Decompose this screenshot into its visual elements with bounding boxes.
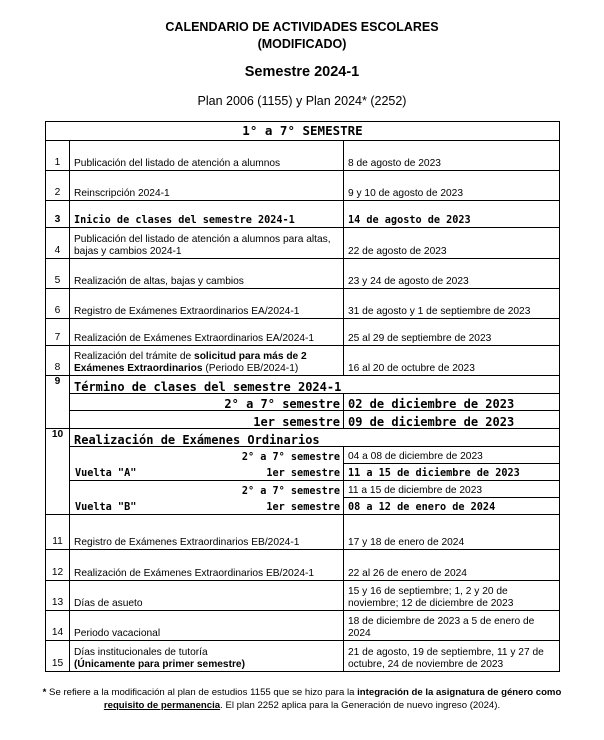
footnote-underlined: requisito de permanencia <box>103 700 221 711</box>
semester-label: 2° a 7° semestre <box>70 481 344 498</box>
table-row <box>46 319 560 346</box>
activity-cell: Registro de Exámenes Extraordinarios EA/2024-1 <box>70 289 344 319</box>
title-line-2: (MODIFICADO) <box>257 37 347 51</box>
activity-cell <box>70 346 344 376</box>
table-row <box>46 515 560 550</box>
date-cell: 31 de agosto y 1 de septiembre de 2023 <box>344 289 560 319</box>
table-row <box>46 581 560 611</box>
activity-cell: Reinscripción 2024-1 <box>70 171 344 201</box>
row-number: 1 <box>46 141 70 171</box>
semester-label: 1er semestre <box>70 411 344 429</box>
table-row <box>46 259 560 289</box>
activity-cell: Periodo vacacional <box>70 611 344 641</box>
date-cell: 04 a 08 de diciembre de 2023 <box>344 447 560 464</box>
table-row <box>46 289 560 319</box>
date-cell: 21 de agosto, 19 de septiembre, 11 y 27 de octubre, 24 de noviembre de 2023 <box>344 641 560 672</box>
table-row <box>46 171 560 201</box>
footnote-text: Se refiere a la modificación al plan de estudios 1155 que se hizo para la <box>46 687 358 698</box>
table-row <box>46 498 560 515</box>
row-number: 8 <box>46 346 70 376</box>
row-number: 2 <box>46 171 70 201</box>
row-number: 14 <box>46 611 70 641</box>
activity-emphasis: solicitud para más de 2 Exámenes Extraordinarios <box>74 351 307 374</box>
date-cell: 23 y 24 de agosto de 2023 <box>344 259 560 289</box>
row-number: 11 <box>46 515 70 550</box>
footnote-star: * <box>42 687 47 698</box>
footnote <box>30 686 574 712</box>
title-line-1: CALENDARIO DE ACTIVIDADES ESCOLARES <box>165 20 439 34</box>
date-cell: 08 a 12 de enero de 2024 <box>344 498 560 515</box>
row-number: 5 <box>46 259 70 289</box>
table-row <box>46 429 560 447</box>
table-row <box>46 411 560 429</box>
date-cell: 16 al 20 de octubre de 2023 <box>344 346 560 376</box>
table-row <box>46 201 560 228</box>
activity-text: (Periodo EB/2024-1) <box>202 363 299 374</box>
activity-cell: Inicio de clases del semestre 2024-1 <box>70 201 344 228</box>
activity-cell: Realización de Exámenes Extraordinarios EB/2024-1 <box>70 550 344 581</box>
table-row <box>46 611 560 641</box>
row-number: 12 <box>46 550 70 581</box>
vuelta-b-cell <box>70 498 344 515</box>
date-cell: 17 y 18 de enero de 2024 <box>344 515 560 550</box>
table-row <box>46 141 560 171</box>
date-cell: 11 a 15 de diciembre de 2023 <box>344 464 560 481</box>
row-number: 4 <box>46 228 70 259</box>
date-cell: 25 al 29 de septiembre de 2023 <box>344 319 560 346</box>
activity-cell: Realización de Exámenes Extraordinarios EA/2024-1 <box>70 319 344 346</box>
table-row <box>46 550 560 581</box>
table-row <box>46 481 560 498</box>
activity-cell: Realización de Exámenes Ordinarios <box>70 429 560 447</box>
vuelta-label: Vuelta "A" <box>75 468 137 479</box>
vuelta-a-cell <box>70 464 344 481</box>
document-title <box>0 19 604 53</box>
semester-label: 1er semestre <box>266 468 340 479</box>
date-cell: 18 de diciembre de 2023 a 5 de enero de 2024 <box>344 611 560 641</box>
table-row <box>46 464 560 481</box>
activity-cell: Días de asueto <box>70 581 344 611</box>
row-number: 3 <box>46 201 70 228</box>
semester-title: Semestre 2024-1 <box>244 64 360 80</box>
date-cell: 02 de diciembre de 2023 <box>344 394 560 411</box>
table-row <box>46 394 560 411</box>
table-row <box>46 447 560 464</box>
vuelta-label: Vuelta "B" <box>75 502 137 513</box>
date-cell: 15 y 16 de septiembre; 1, 2 y 20 de noviembre; 12 de diciembre de 2023 <box>344 581 560 611</box>
date-cell: 14 de agosto de 2023 <box>344 201 560 228</box>
row-number: 13 <box>46 581 70 611</box>
footnote-emphasis: integración de la asignatura de género como <box>357 687 562 698</box>
activity-cell: Realización de altas, bajas y cambios <box>70 259 344 289</box>
activity-cell <box>70 641 344 672</box>
row-number: 9 <box>46 376 70 429</box>
activity-text: Días institucionales de tutoría <box>74 647 208 658</box>
activities-table <box>45 121 560 672</box>
semester-label: 2° a 7° semestre <box>70 394 344 411</box>
activity-text: Realización del trámite de <box>74 351 195 362</box>
table-title-row <box>46 122 560 141</box>
date-cell: 8 de agosto de 2023 <box>344 141 560 171</box>
date-cell: 11 a 15 de diciembre de 2023 <box>344 481 560 498</box>
date-cell: 09 de diciembre de 2023 <box>344 411 560 429</box>
activity-cell: Registro de Exámenes Extraordinarios EB/2024-1 <box>70 515 344 550</box>
row-number: 6 <box>46 289 70 319</box>
table-row <box>46 641 560 672</box>
table-row <box>46 346 560 376</box>
footnote-text-end: . El plan 2252 aplica para la Generación de nuevo ingreso (2024). <box>220 700 501 711</box>
activity-cell: Publicación del listado de atención a alumnos para altas, bajas y cambios 2024-1 <box>70 228 344 259</box>
plans-subtitle: Plan 2006 (1155) y Plan 2024* (2252) <box>197 94 407 108</box>
table-row <box>46 376 560 394</box>
date-cell: 22 de agosto de 2023 <box>344 228 560 259</box>
semester-label: 1er semestre <box>266 502 340 513</box>
row-number: 10 <box>46 429 70 515</box>
activity-emphasis: (Únicamente para primer semestre) <box>74 659 245 670</box>
date-cell: 9 y 10 de agosto de 2023 <box>344 171 560 201</box>
date-cell: 22 al 26 de enero de 2024 <box>344 550 560 581</box>
table-title: 1° a 7° SEMESTRE <box>46 122 560 141</box>
semester-label: 2° a 7° semestre <box>70 447 344 464</box>
row-number: 7 <box>46 319 70 346</box>
activity-cell: Término de clases del semestre 2024-1 <box>70 376 560 394</box>
row-number: 15 <box>46 641 70 672</box>
activity-cell: Publicación del listado de atención a alumnos <box>70 141 344 171</box>
table-row <box>46 228 560 259</box>
